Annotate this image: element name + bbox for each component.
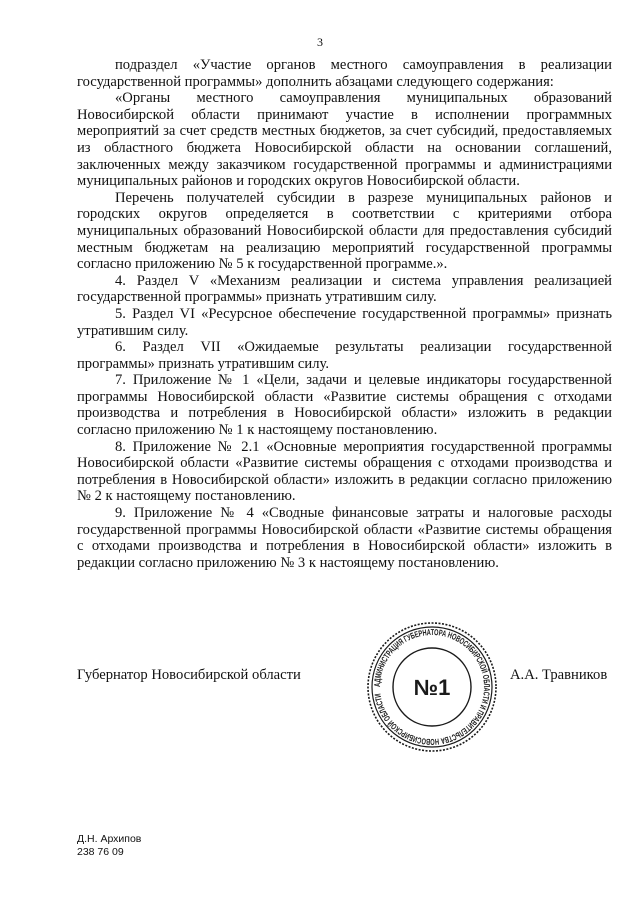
paragraph: 6. Раздел VII «Ожидаемые результаты реализации государственной программы» признать утратившим силу. (77, 339, 612, 372)
signatory-name: А.А. Травников (510, 667, 608, 683)
paragraph: 9. Приложение № 4 «Сводные финансовые затраты и налоговые расходы государственной программы Новосибирской области «Развитие системы обращения с отходами производства и потребления в Новосибирской области» изложить в редакции согласно приложению № 3 к настоящему постановлению. (77, 505, 612, 571)
executor-info (77, 833, 141, 859)
paragraph: 5. Раздел VI «Ресурсное обеспечение государственной программы» признать утратившим силу. (77, 305, 612, 339)
executor-name: Д.Н. Архипов (77, 833, 142, 845)
paragraph: «Органы местного самоуправления муниципальных образований Новосибирской области принимают участие в исполнении программных мероприятий за счет средств местных бюджетов, за счет субсидий, предоставляемых из областного бюджета Новосибирской области на основании соглашений, заключенных между заказчиком государственной программы и администрациями муниципальных районов и городских округов Новосибирской области. (77, 90, 612, 190)
official-seal (364, 619, 500, 755)
paragraph: 8. Приложение № 2.1 «Основные мероприятия государственной программы Новосибирской области «Развитие системы обращения с отходами производства и потребления в Новосибирской области» изложить в редакции согласно приложению № 2 к настоящему постановлению. (77, 438, 612, 505)
paragraph: 4. Раздел V «Механизм реализации и система управления реализацией государственной программы» признать утратившим силу. (77, 272, 612, 306)
body-text (77, 57, 612, 571)
executor-phone: 238 76 09 (77, 846, 124, 858)
paragraph: 7. Приложение № 1 «Цели, задачи и целевые индикаторы государственной программы Новосибирской области «Развитие системы обращения с отходами производства и потребления в Новосибирской области» изложить в редакции согласно приложению № 1 к настоящему постановлению. (77, 372, 612, 439)
page-number: 3 (317, 35, 323, 49)
seal-ring-textpath: АДМИНИСТРАЦИЯ ГУБЕРНАТОРА НОВОСИБИРСКОЙ ОБЛАСТИ И ПРАВИТЕЛЬСТВА НОВОСИБИРСКОЙ ОБЛАСТИ (371, 626, 493, 748)
paragraph: подраздел «Участие органов местного самоуправления в реализации государственной программы» дополнить абзацами следующего содержания: (77, 57, 612, 90)
seal-number: №1 (413, 675, 451, 700)
signatory-position: Губернатор Новосибирской области (77, 667, 301, 683)
paragraph: Перечень получателей субсидии в разрезе муниципальных районов и городских округов определяется в соответствии с критериями отбора муниципальных образований Новосибирской области для предоставления субсидий местным бюджетам на реализацию мероприятий государственной программы согласно приложению № 5 к государственной программе.». (77, 189, 612, 273)
